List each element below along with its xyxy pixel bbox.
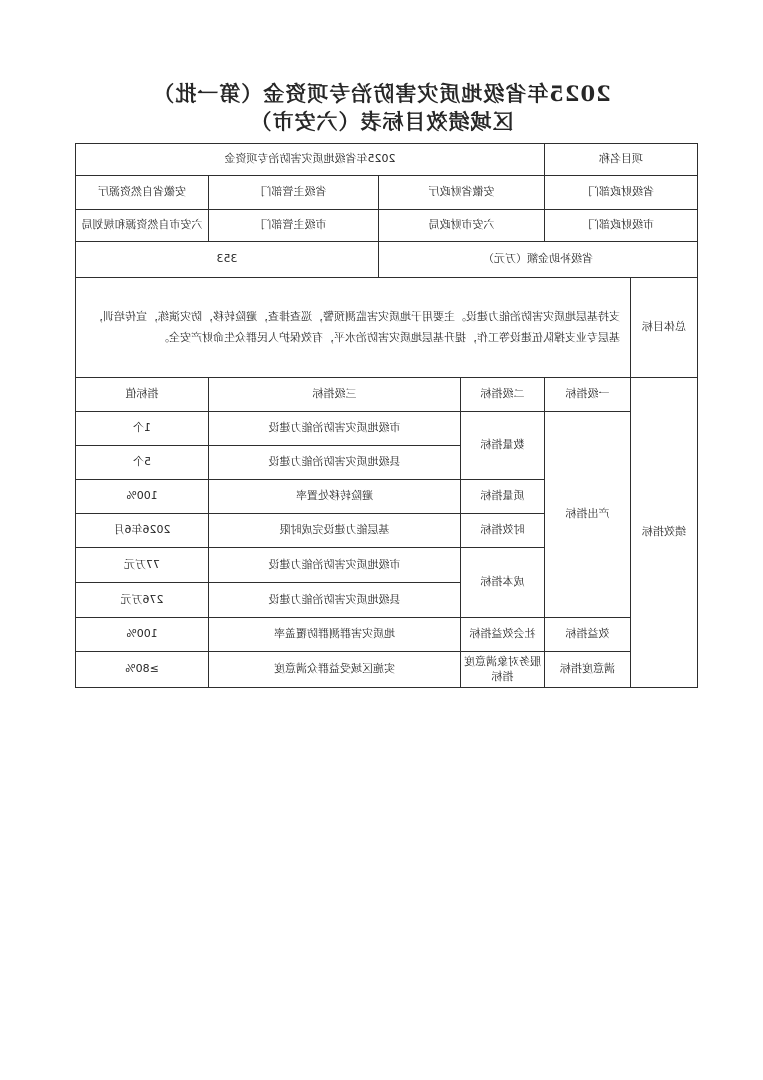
indicator-name: 实施区域受益群众满意度 xyxy=(209,652,461,688)
doc-title-line2: 区域绩效目标表（六安市） xyxy=(249,109,514,134)
provincial-dept-label: 省级主管部门 xyxy=(209,176,379,210)
city-dept-row xyxy=(76,210,698,242)
indicator-name: 地质灾害群测群防覆盖率 xyxy=(209,618,461,652)
overall-goal-row xyxy=(76,278,698,378)
indicator-value: 276万元 xyxy=(76,583,209,618)
project-name-value: 2025年省级地质灾害防治专项资金 xyxy=(76,144,545,176)
cost-indicator-label: 成本指标 xyxy=(461,548,545,618)
indicator-row xyxy=(76,412,698,446)
indicator-name: 基层能力建设完成时限 xyxy=(209,514,461,548)
indicator-value: 100% xyxy=(76,480,209,514)
subsidy-label: 省级补助金额（万元） xyxy=(379,242,698,278)
provincial-dept-row xyxy=(76,176,698,210)
level3-header: 三级指标 xyxy=(209,378,461,412)
indicator-value: 100% xyxy=(76,618,209,652)
city-dept-label: 市级主管部门 xyxy=(209,210,379,242)
subsidy-value: 353 xyxy=(76,242,379,278)
quality-indicator-label: 质量指标 xyxy=(461,480,545,514)
effect-indicator-label: 效益指标 xyxy=(545,618,631,652)
project-name-row xyxy=(76,144,698,176)
city-finance-label: 市级财政部门 xyxy=(545,210,698,242)
performance-indicator-label: 绩效指标 xyxy=(631,378,698,688)
provincial-dept-value: 安徽省自然资源厅 xyxy=(76,176,209,210)
satisfaction-level1-label: 满意度指标 xyxy=(545,652,631,688)
doc-title-line1: 2025年省级地质灾害防治专项资金（第一批） xyxy=(152,81,611,106)
city-dept-value: 六安市自然资源和规划局 xyxy=(76,210,209,242)
subsidy-row xyxy=(76,242,698,278)
city-finance-value: 六安市财政局 xyxy=(379,210,545,242)
indicator-name: 市级地质灾害防治能力建设 xyxy=(209,412,461,446)
provincial-finance-value: 安徽省财政厅 xyxy=(379,176,545,210)
indicator-value: 77万元 xyxy=(76,548,209,583)
project-name-label: 项目名称 xyxy=(545,144,698,176)
satisfaction-level2-label: 服务对象满意度指标 xyxy=(461,652,545,688)
level1-header: 一级指标 xyxy=(545,378,631,412)
indicator-name: 市级地质灾害防治能力建设 xyxy=(209,548,461,583)
quantity-indicator-label: 数量指标 xyxy=(461,412,545,480)
social-effect-indicator-label: 社会效益指标 xyxy=(461,618,545,652)
indicator-value: 2026年6月 xyxy=(76,514,209,548)
indicator-header-row xyxy=(76,378,698,412)
performance-target-table xyxy=(75,143,698,688)
overall-goal-label: 总体目标 xyxy=(631,278,698,378)
timeliness-indicator-label: 时效指标 xyxy=(461,514,545,548)
indicator-name: 县级地质灾害防治能力建设 xyxy=(209,583,461,618)
indicator-row xyxy=(76,652,698,688)
indicator-name: 县级地质灾害防治能力建设 xyxy=(209,446,461,480)
level2-header: 二级指标 xyxy=(461,378,545,412)
provincial-finance-label: 省级财政部门 xyxy=(545,176,698,210)
indicator-value: 1个 xyxy=(76,412,209,446)
overall-goal-text: 支持基层地质灾害防治能力建设。主要用于地质灾害监测预警，巡查排查，避险转移，防灾演练，宣传培训，基层专业支撑队伍建设等工作，提升基层地质灾害防治水平，有效保护人民群众生命财产安全。 xyxy=(76,278,631,378)
indicator-value: ≥80% xyxy=(76,652,209,688)
indicator-row xyxy=(76,618,698,652)
indicator-value: 5个 xyxy=(76,446,209,480)
output-indicator-label: 产出指标 xyxy=(545,412,631,618)
indicator-name: 避险转移处置率 xyxy=(209,480,461,514)
value-header: 指标值 xyxy=(76,378,209,412)
